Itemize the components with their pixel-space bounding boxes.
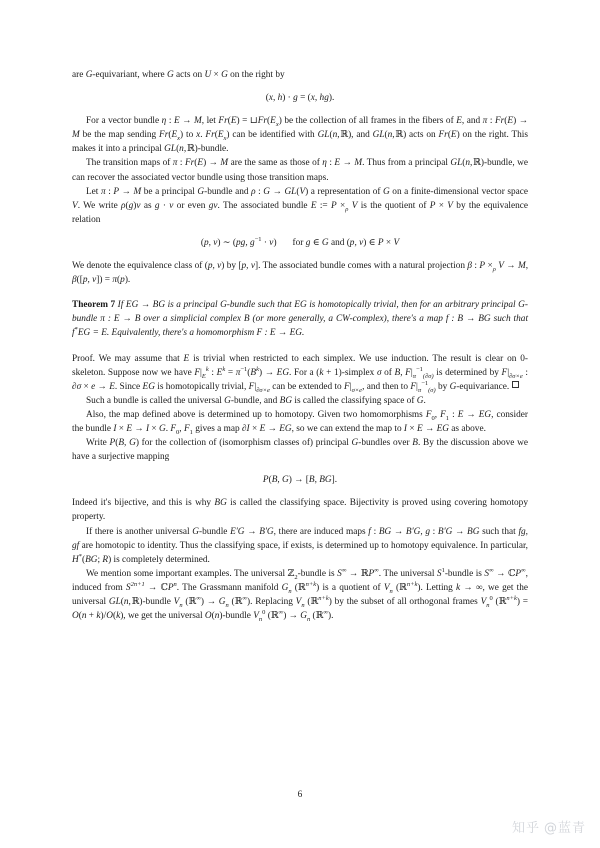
display-equation-1: (x, h) · g = (x, hg). [265,93,335,104]
document-text-body [72,68,528,623]
qed-symbol [512,381,519,388]
watermark-logo: 知乎 [511,821,540,836]
paragraph-9: Indeed it's bijective, and this is why BG is called the classifying space. Bijectivity is proved using covering homotopy property. [72,498,528,523]
paragraph-10: If there is another universal G-bundle E′G → B′G, there are induced maps f : BG → B′G, g : B′G → BG such that fg, gf are homotopic to identity. Thus the classifying space, if exists, is determined up to homotopy equivalence. In particular, H*(BG; R) is completely determined. [72,526,528,565]
paragraph-11: We mention some important examples. The universal ℤ$_2$-bundle is S∞ → ℝP∞. The universal $S^1$-bundle is S∞ → ℂP∞, induced from $S^{2n+1}$ → ℂP$^n$. The Grassmann manifold $G_n$ (ℝ$^{n+k}$) is a quotient of $V_n$ (ℝ$^{n+k}$). Letting k → ∞, we get the universal GL(n, ℝ)-bundle $V_n$ (ℝ∞) → $G_n$ (ℝ∞). Replacing $V_n$ (ℝ$^{n+k}$) by the subset of all orthogonal frames $V_n^0$ (ℝ$^{n+k}$) = O(n + k)/O(k), we get the universal O(n)-bundle $V_n^0$ (ℝ∞) → $G_n$ (ℝ∞). [72,566,529,623]
page-number: 6 [297,790,303,800]
paragraph-proof: Proof. We may assume that E is trivial when restricted to each simplex. We use induction. The result is clear on 0-skeleton. Suppose now we have $F|_E^k$ : $E^k = \pi^{-1}(B^k)$ → EG. For a (k + 1)-simplex σ of B, $F|_\pi^{-1}_{(\partial\sigma)}$ is determined by $F|_{\partial\sigma\times e}$ : ∂σ × e → E. Since EG is homotopically trivial, $F|_{\partial\sigma\times e}$ can be extended to $F|_{\sigma\times e}$, and then to $F|_\pi^{-1}_{(\sigma)}$ by G-equivariance. [72,353,528,394]
theorem-statement: If EG → BG is a principal G-bundle such that EG is homotopically trivial, then for an arbitrary principal G-bundle π : E → B over a simplicial complex B (or more generally, a CW-complex), there's a map f : B → BG such that f*EG = E. Equivalently, there's a homomorphism F : E → EG. [72,300,529,339]
display-equation-2: (p, v) ∼ (pg, $g^{-1} \cdot v$) for g ∈ G and (p, v) ∈ P × V [200,235,400,248]
watermark-handle: @蓝青 [543,821,586,836]
paragraph-5: We denote the equivalence class of (p, v) by [p, v]. The associated bundle comes with a natural projection β : $P \times_\rho$ V → M, β([p, v]) = π(p). [72,261,529,286]
display-equation-3: P(B, G) → [B, BG]. [262,475,338,486]
theorem-block [72,298,528,340]
theorem-label: Theorem 7 [72,300,116,311]
paragraph-2: For a vector bundle η : E → M, let $Fr(E) = ⊔Fr(E_x)$ be the collection of all frames in the fibers of E, and π : Fr(E) → M be the map sending $Fr(E_x)$ to x. $Fr(E_x)$ can be identified with GL(n, ℝ), and GL(n, ℝ) acts on Fr(E) on the right. This makes it into a principal GL(n, ℝ)-bundle. [72,116,529,155]
paragraph-4: Let π : P → M be a principal G-bundle and ρ : G → GL(V) a representation of G on a finite-dimensional vector space V. We write ρ(g)v as g · v or even gv. The associated bundle E := $P \times_\rho$ V is the quotient of P × V by the equivalence relation [72,186,529,225]
paragraph-8: Write P(B, G) for the collection of (isomorphism classes of) principal G-bundles over B. By the discussion above we have a surjective mapping [72,438,529,463]
watermark [512,817,586,836]
paragraph-1: are G-equivariant, where G acts on U × G on the right by [72,70,285,80]
paragraph-6: Such a bundle is called the universal G-bundle, and BG is called the classifying space of G. [86,395,426,406]
paragraph-3: The transition maps of π : Fr(E) → M are the same as those of η : E → M. Thus from a principal GL(n, ℝ)-bundle, we can recover the associated vector bundle using those transition maps. [72,158,528,183]
paragraph-7: Also, the map defined above is determined up to homotopy. Given two homomorphisms $F_0$, $F_1$ : E → EG, consider the bundle I × E → I × G. $F_0$, $F_1$ gives a map ∂I × E → EG, so we can extend the map to I × E → EG as above. [72,409,528,436]
